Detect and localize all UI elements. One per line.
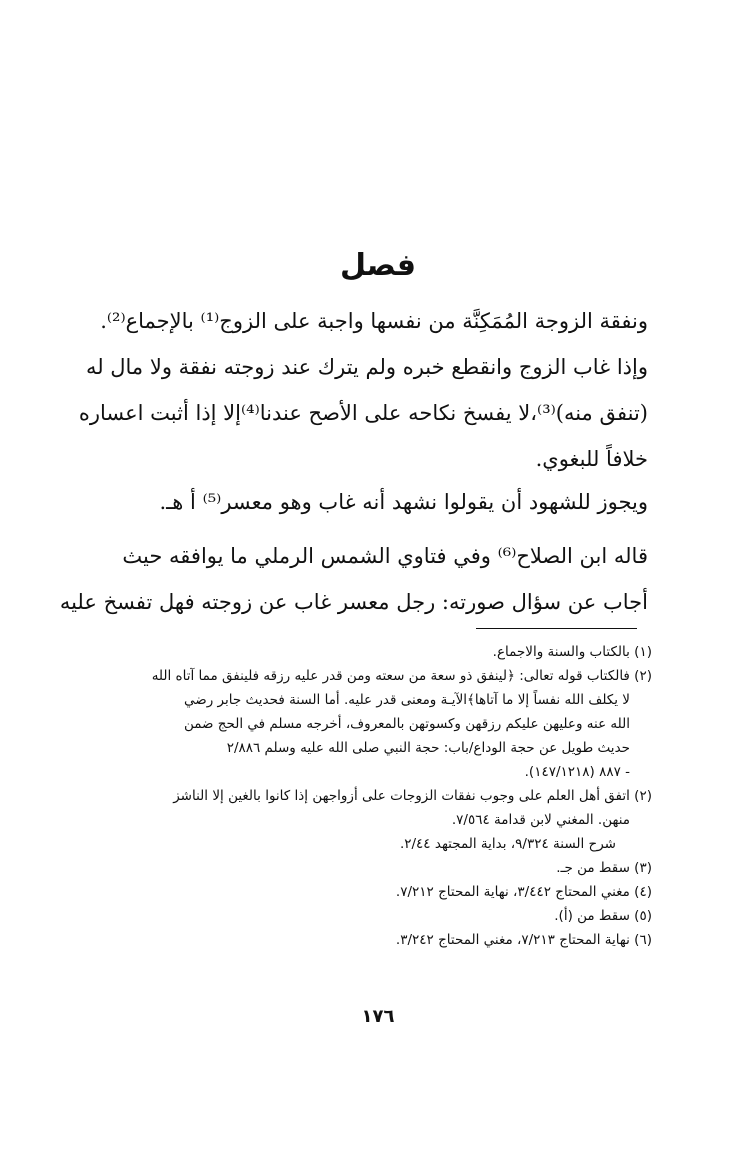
footnote: (٥) سقط من (أ). bbox=[554, 908, 652, 924]
body-text-3 bbox=[59, 533, 648, 625]
footnote: (٢) اتفق أهل العلم على وجوب نفقات الزوجات على أزواجهن إذا كانوا بالغين إلا الناشز bbox=[173, 788, 652, 804]
footnote: (٣) سقط من جـ. bbox=[556, 860, 652, 876]
page-number: ١٧٦ bbox=[361, 1006, 395, 1027]
footnote-cont: الله عنه وعليهن عليكم رزقهن وكسوتهن بالمعروف، أخرجه مسلم في الحج ضمن bbox=[183, 716, 630, 732]
footnote-separator bbox=[476, 628, 637, 629]
body-text bbox=[78, 298, 648, 482]
body-text-2 bbox=[100, 479, 648, 525]
footnote: (٢) فالكتاب قوله تعالى: ﴿لينفق ذو سعة من سعته ومن قدر عليه رزقه فلينفق مما آتاه الله bbox=[151, 668, 652, 684]
footnote-cont: لا يكلف الله نفساً إلا ما آتاها﴾الآيـة ومعنى قدر عليه. أما السنة فحديث جابر رضي bbox=[184, 692, 630, 708]
footnotes bbox=[96, 640, 652, 952]
section-heading: فصل bbox=[340, 248, 416, 283]
body-line: قاله ابن الصلاح⁽⁶⁾ وفي فتاوي الشمس الرملي ما يوافقه حيث bbox=[122, 544, 648, 568]
footnote-cont: - ٨٨٧ (١٤٧/١٢١٨). bbox=[524, 764, 630, 780]
footnote-cont: شرح السنة ٩/٣٢٤، بداية المجتهد ٢/٤٤. bbox=[399, 836, 616, 852]
footnote: (١) بالكتاب والسنة والاجماع. bbox=[492, 644, 652, 660]
footnote-cont: منهن. المغني لابن قدامة ٧/٥٦٤. bbox=[451, 812, 630, 828]
footnote-cont: حديث طويل عن حجة الوداع/باب: حجة النبي صلى الله عليه وسلم ٢/٨٨٦ bbox=[226, 740, 630, 756]
body-line: ويجوز للشهود أن يقولوا نشهد أنه غاب وهو معسر⁽⁵⁾ أ هـ. bbox=[159, 490, 648, 514]
footnote: (٤) مغني المحتاج ٣/٤٤٢، نهاية المحتاج ٧/٢١٢. bbox=[395, 884, 652, 900]
footnote: (٦) نهاية المحتاج ٧/٢١٣، مغني المحتاج ٣/٢٤٢. bbox=[395, 932, 652, 948]
body-line: خلافاً للبغوي. bbox=[535, 447, 648, 471]
body-line: أجاب عن سؤال صورته: رجل معسر غاب عن زوجته فهل تفسخ عليه bbox=[59, 590, 648, 614]
body-line: ونفقة الزوجة المُمَكِنَّة من نفسها واجبة على الزوج⁽¹⁾ بالإجماع⁽²⁾. bbox=[100, 309, 648, 333]
body-line: (تنفق منه)⁽³⁾،لا يفسخ نكاحه على الأصح عندنا⁽⁴⁾إلا إذا أثبت اعساره bbox=[78, 401, 648, 425]
body-line: وإذا غاب الزوج وانقطع خبره ولم يترك عند زوجته نفقة ولا مال له bbox=[85, 355, 648, 379]
